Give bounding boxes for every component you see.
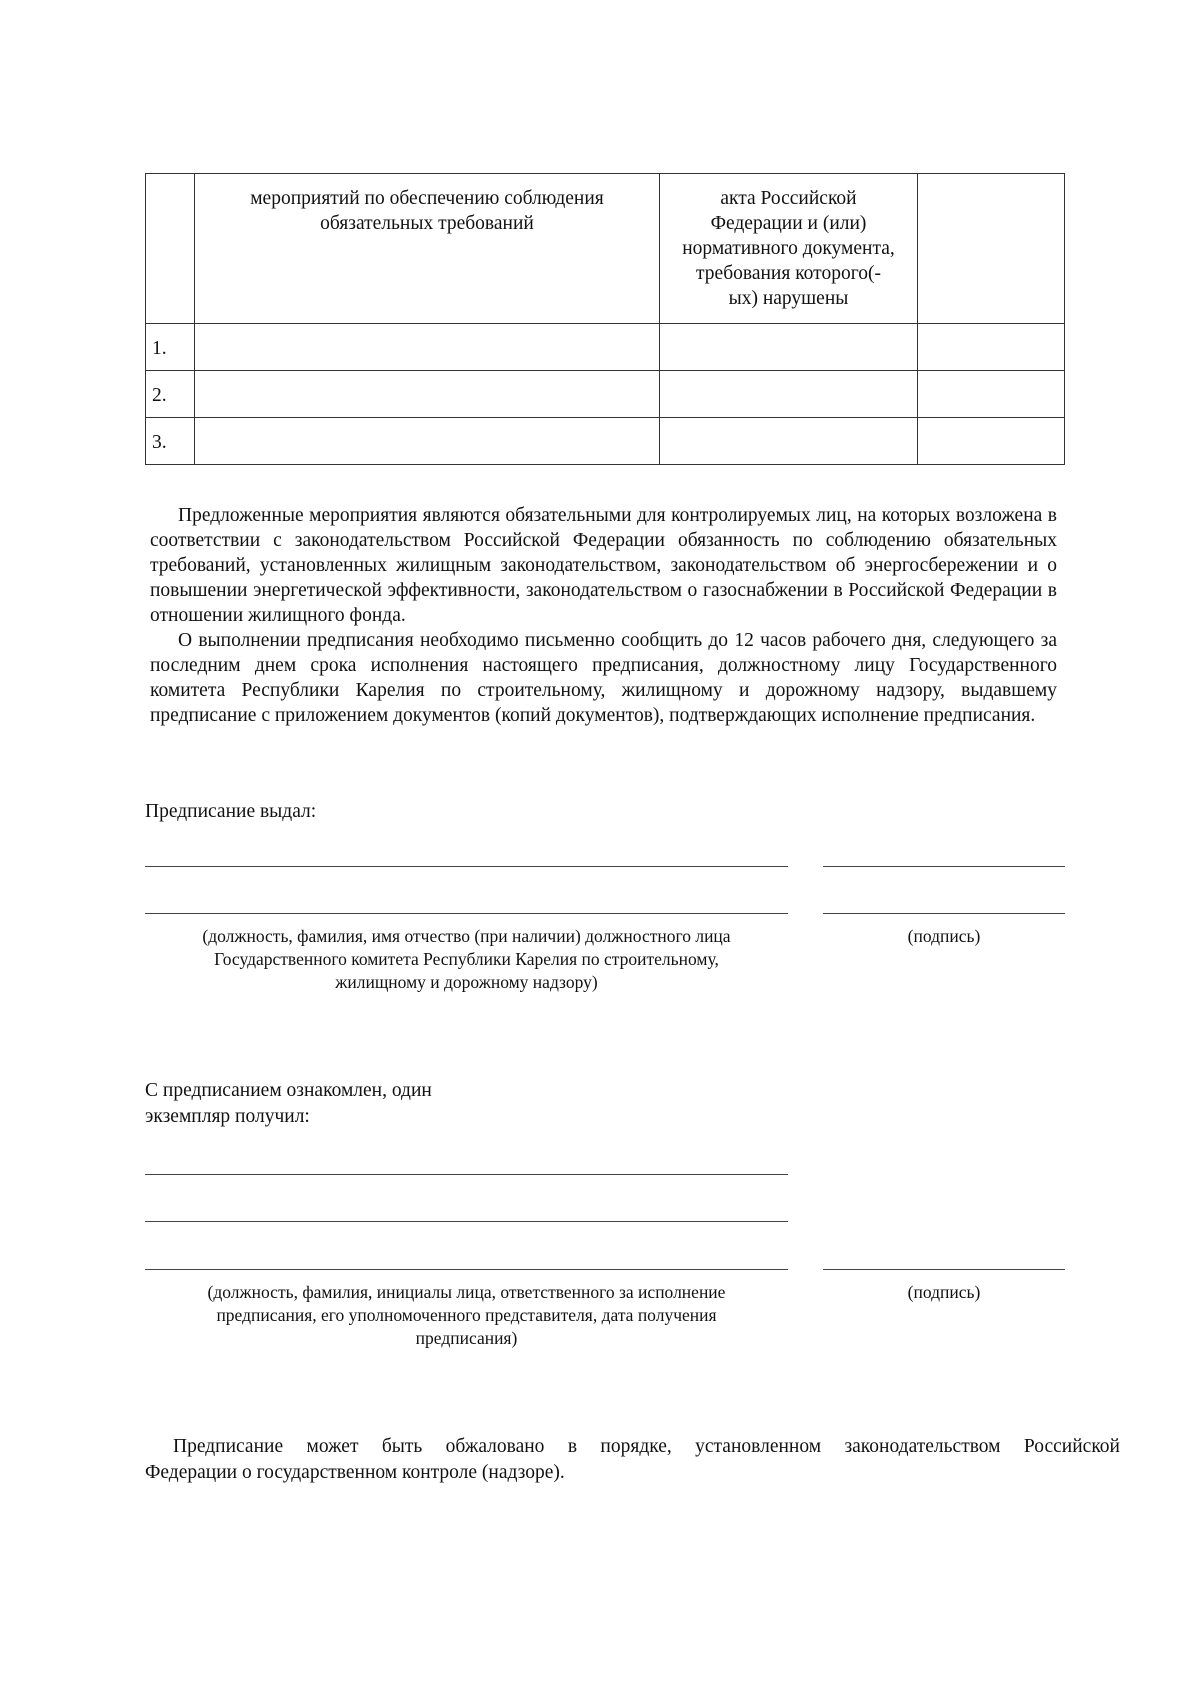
appeal-line: Федерации о государственном контроле (надзоре). <box>145 1462 565 1483</box>
measures-table <box>145 173 1065 465</box>
row-number: 3. <box>146 418 195 465</box>
table-header-line: обязательных требований <box>320 213 534 234</box>
table-cell[interactable] <box>660 324 918 371</box>
table-cell[interactable] <box>195 324 660 371</box>
recipient-signature-line[interactable] <box>823 1269 1065 1270</box>
paragraph-notification-text: О выполнении предписания необходимо письменно сообщить до 12 часов рабочего дня, следующего за последним днем срока исполнения настоящего предписания, должностному лицу Государственного комитета Республики Карелия по строительному, жилищному и дорожному надзору, выдавшему предписание с приложением документов (копий документов), подтверждающих исполнение предписания. <box>150 630 1057 726</box>
table-header-row <box>146 174 1065 324</box>
issuer-caption-line: (должность, фамилия, имя отчество (при наличии) должностного лица <box>202 926 731 946</box>
appeal-paragraph <box>145 1434 1120 1486</box>
row-number: 1. <box>146 324 195 371</box>
recipient-label-line: С предписанием ознакомлен, один <box>145 1080 432 1101</box>
recipient-label <box>145 1078 432 1130</box>
row-number: 2. <box>146 371 195 418</box>
table-row <box>146 418 1065 465</box>
issuer-signature-line-2[interactable] <box>823 913 1065 914</box>
table-header-cell-deadline <box>918 174 1065 324</box>
recipient-caption-line: предписания, его уполномоченного представителя, дата получения <box>216 1305 717 1325</box>
issuer-signature-line-1[interactable] <box>823 866 1065 867</box>
issuer-label: Предписание выдал: <box>145 801 317 822</box>
recipient-name-line-3[interactable] <box>145 1269 788 1270</box>
paragraph-obligations-text: Предложенные мероприятия являются обязательными для контролируемых лиц, на которых возложена в соответствии с законодательством Российской Федерации обязанность по соблюдению обязательных требований, установленных жилищным законодательством, законодательством об энергосбережении и о повышении энергетической эффективности, законодательством о газоснабжении в Российской Федерации в отношении жилищного фонда. <box>150 505 1057 626</box>
recipient-signature-caption: (подпись) <box>907 1282 981 1302</box>
table-row <box>146 371 1065 418</box>
issuer-caption-line: Государственного комитета Республики Карелия по строительному, <box>214 949 719 969</box>
issuer-name-line-1[interactable] <box>145 866 788 867</box>
table-cell[interactable] <box>918 324 1065 371</box>
table-cell[interactable] <box>660 371 918 418</box>
issuer-signature-caption: (подпись) <box>907 926 981 946</box>
table-header-line: нормативного документа, <box>682 238 895 259</box>
table-cell[interactable] <box>660 418 918 465</box>
table-header-cell-measures <box>195 174 660 324</box>
recipient-caption-line: предписания) <box>415 1328 518 1348</box>
table-header-line: акта Российской <box>720 188 857 209</box>
table-cell[interactable] <box>918 371 1065 418</box>
table-header-line: требования которого(- <box>696 263 881 284</box>
recipient-label-line: экземпляр получил: <box>145 1106 310 1127</box>
table-cell[interactable] <box>918 418 1065 465</box>
table-header-line: ых) нарушены <box>728 288 849 309</box>
recipient-name-line-1[interactable] <box>145 1174 788 1175</box>
appeal-line: Предписание может быть обжаловано в порядке, установленном законодательством Российской <box>173 1436 1120 1457</box>
table-header-cell-legal-act <box>660 174 918 324</box>
issuer-name-line-2[interactable] <box>145 913 788 914</box>
table-header-cell-number <box>146 174 195 324</box>
recipient-caption <box>145 1281 788 1350</box>
paragraph-obligations <box>150 503 1057 628</box>
table-header-line: мероприятий по обеспечению соблюдения <box>250 188 604 209</box>
table-cell[interactable] <box>195 371 660 418</box>
table-cell[interactable] <box>195 418 660 465</box>
table-row <box>146 324 1065 371</box>
issuer-caption-line: жилищному и дорожному надзору) <box>335 972 598 992</box>
paragraph-notification <box>150 628 1057 728</box>
recipient-caption-line: (должность, фамилия, инициалы лица, ответственного за исполнение <box>207 1282 726 1302</box>
table-header-line: Федерации и (или) <box>710 213 867 234</box>
recipient-name-line-2[interactable] <box>145 1221 788 1222</box>
issuer-caption <box>145 925 788 994</box>
